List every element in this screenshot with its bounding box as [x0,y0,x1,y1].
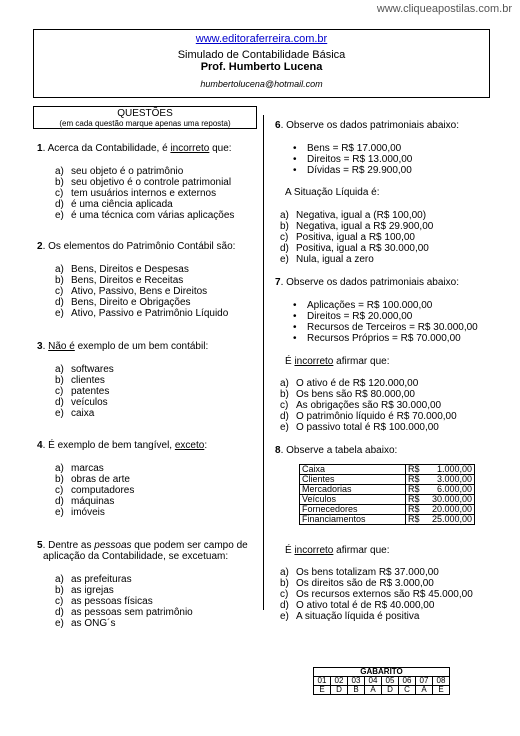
q8-prompt [285,545,390,556]
author-name: Prof. Humberto Lucena [200,61,323,73]
q1-option-a[interactable] [55,166,183,177]
q6-option-d[interactable] [280,243,429,254]
option-letter: c) [280,400,289,411]
option-letter: c) [280,589,289,600]
option-letter: a) [55,463,64,474]
option-letter: d) [55,496,64,507]
q8-option-e[interactable] [280,611,419,622]
option-text: Ativo, Passivo e Patrimônio Líquido [71,308,229,319]
option-text: caixa [71,408,95,419]
question-number: 1 [37,143,43,154]
question-number: 5 [37,540,43,551]
option-letter: d) [55,607,64,618]
option-text: tem usuários internos e externos [71,188,217,199]
question-5-stem [37,540,248,551]
questions-title: QUESTÕES [117,108,173,119]
q7-option-e[interactable] [280,422,439,433]
answer-key-answer: B [348,686,365,695]
table-row [300,465,475,475]
option-text: Os recursos externos são R$ 45.000,00 [296,589,473,600]
option-letter: c) [55,596,64,607]
bullet-text: Aplicações = R$ 100.000,00 [307,300,433,311]
currency: R$ [406,475,429,485]
option-text: seu objetivo é o controle patrimonial [71,177,232,188]
option-text: Positiva, igual a R$ 100,00 [296,232,415,243]
q4-option-e[interactable] [55,507,105,518]
bullet-icon: • [293,154,297,165]
q8-option-b[interactable] [280,578,434,589]
answer-key-number: 03 [348,677,365,686]
amount: 20.000,00 [428,505,475,515]
option-letter: a) [55,364,64,375]
q7-option-d[interactable] [280,411,457,422]
question-6-stem [275,120,459,131]
option-text: O patrimônio líquido é R$ 70.000,00 [296,411,457,422]
currency: R$ [406,465,429,475]
answer-key-answer: C [399,686,416,695]
option-text: Negativa, igual a (R$ 100,00) [296,210,427,221]
question-3-stem [37,341,208,352]
answer-key-numbers-row [314,677,450,686]
question-number: 7 [275,277,281,288]
amount: 25.000,00 [428,515,475,525]
question-number: 6 [275,120,281,131]
option-letter: e) [280,611,289,622]
option-text: as pessoas sem patrimônio [71,607,193,618]
option-text: computadores [71,485,135,496]
amount: 1.000,00 [428,465,475,475]
answer-key-number: 02 [331,677,348,686]
table-row [300,515,475,525]
q1-option-e[interactable] [55,210,234,221]
table-row [300,485,475,495]
prompt-emphasis: incorreto [294,356,334,367]
stem-text: . Observe os dados patrimoniais abaixo: [280,120,459,131]
site-watermark-text: www.cliqueapostilas.com.br [376,3,512,15]
table-row [300,475,475,485]
answer-key-header-row [314,668,450,677]
currency: R$ [406,495,429,505]
stem-italic: pessoas [94,540,132,551]
answer-key-answers-row [314,686,450,695]
stem-emphasis: exceto [174,440,205,451]
option-text: é uma técnica com várias aplicações [71,210,235,221]
bullet-text: Recursos Próprios = R$ 70.000,00 [307,333,461,344]
answer-key-number: 05 [382,677,399,686]
question-number: 8 [275,445,281,456]
option-letter: e) [55,308,64,319]
q5-option-c[interactable] [55,596,153,607]
q1-option-c[interactable] [55,188,216,199]
option-text: patentes [71,386,110,397]
answer-key-number: 08 [433,677,450,686]
bullet-text: Bens = R$ 17.000,00 [307,143,402,154]
option-letter: c) [55,485,64,496]
option-letter: a) [280,567,289,578]
option-letter: d) [55,297,64,308]
option-letter: a) [55,166,64,177]
account-name: Mercadorias [300,485,406,495]
q6-option-a[interactable] [280,210,426,221]
option-text: O ativo total é de R$ 40.000,00 [296,600,435,611]
q2-option-c[interactable] [55,286,207,297]
questions-box [33,106,257,129]
table-row [300,505,475,515]
bullet-icon: • [293,311,297,322]
option-letter: e) [280,422,289,433]
answer-key-answer: A [365,686,382,695]
question-number: 4 [37,440,43,451]
option-text: Os bens totalizam R$ 37.000,00 [296,567,439,578]
option-letter: c) [280,232,289,243]
option-text: Nula, igual a zero [296,254,374,265]
amount: 6.000,00 [428,485,475,495]
option-letter: c) [55,386,64,397]
option-text: As obrigações são R$ 30.000,00 [296,400,442,411]
q4-option-b[interactable] [55,474,130,485]
option-letter: e) [55,210,64,221]
q6-option-b[interactable] [280,221,433,232]
option-text: seu objeto é o patrimônio [71,166,184,177]
table-row [300,495,475,505]
stem-text: que podem ser campo de [131,540,248,551]
account-name: Fornecedores [300,505,406,515]
option-text: é uma ciência aplicada [71,199,173,210]
stem-text: exemplo de um bem contábil: [74,341,209,352]
option-letter: a) [280,210,289,221]
q7-bullet-item [293,322,478,333]
question-number: 2 [37,241,43,252]
q7-bullet-item [293,333,461,344]
option-letter: e) [55,408,64,419]
stem-emphasis: incorreto [170,143,210,154]
prompt-text: É [285,545,295,556]
author-email: humbertolucena@hotmail.com [200,79,323,89]
prompt-text: afirmar que: [333,356,390,367]
answer-key-number: 07 [416,677,433,686]
q5-option-e[interactable] [55,618,115,629]
answer-key-title: GABARITO [314,668,450,677]
stem-text: . [42,341,49,352]
bullet-icon: • [293,165,297,176]
stem-text: que: [209,143,232,154]
balance-table [299,464,475,525]
stem-text: . Observe os dados patrimoniais abaixo: [280,277,459,288]
option-letter: b) [55,585,64,596]
q1-option-d[interactable] [55,199,173,210]
account-name: Clientes [300,475,406,485]
bullet-icon: • [293,143,297,154]
q8-option-d[interactable] [280,600,434,611]
stem-text: . É exemplo de bem tangível, [42,440,175,451]
option-text: as prefeituras [71,574,132,585]
currency: R$ [406,505,429,515]
currency: R$ [406,485,429,495]
option-letter: d) [280,411,289,422]
q6-bullet-item [293,154,412,165]
amount: 30.000,00 [428,495,475,505]
q8-option-c[interactable] [280,589,473,600]
option-letter: e) [55,618,64,629]
option-letter: b) [280,389,289,400]
q2-option-a[interactable] [55,264,189,275]
stem-text: . Dentre as [42,540,95,551]
prompt-text: É [285,356,295,367]
account-name: Caixa [300,465,406,475]
bullet-icon: • [293,333,297,344]
q2-option-d[interactable] [55,297,191,308]
option-letter: d) [55,199,64,210]
stem-text: . Os elementos do Patrimônio Contábil são: [42,241,236,252]
q2-option-b[interactable] [55,275,183,286]
option-text: Os direitos são de R$ 3.000,00 [296,578,434,589]
bullet-text: Recursos de Terceiros = R$ 30.000,00 [307,322,478,333]
document-title: Simulado de Contabilidade Básica [177,49,346,61]
q3-option-d[interactable] [55,397,108,408]
option-text: marcas [71,463,104,474]
option-letter: d) [280,600,289,611]
questions-instructions: (em cada questão marque apenas uma reposta) [59,119,231,128]
q3-option-c[interactable] [55,386,109,397]
q8-option-a[interactable] [280,567,439,578]
stem-text: : [204,440,208,451]
option-letter: b) [55,275,64,286]
option-letter: b) [280,221,289,232]
q7-bullet-item [293,300,432,311]
option-letter: c) [55,188,64,199]
prompt-emphasis: incorreto [294,545,334,556]
q6-bullet-item [293,143,401,154]
q4-option-d[interactable] [55,496,114,507]
option-text: Bens, Direito e Obrigações [71,297,191,308]
question-4-stem [37,440,207,451]
option-text: Bens, Direitos e Receitas [71,275,184,286]
option-text: veículos [71,397,108,408]
amount: 3.000,00 [428,475,475,485]
bullet-icon: • [293,322,297,333]
option-text: Negativa, igual a R$ 29.900,00 [296,221,434,232]
option-text: máquinas [71,496,115,507]
option-text: O ativo é de R$ 120.000,00 [296,378,419,389]
question-8-stem [275,445,397,456]
option-text: as ONG´s [71,618,116,629]
q5-option-d[interactable] [55,607,193,618]
bullet-icon: • [293,300,297,311]
option-text: Bens, Direitos e Despesas [71,264,189,275]
answer-key-answer: D [331,686,348,695]
q3-option-a[interactable] [55,364,114,375]
question-1-stem [37,143,232,154]
option-letter: e) [55,507,64,518]
option-text: A situação líquida é positiva [296,611,420,622]
currency: R$ [406,515,429,525]
q7-option-b[interactable] [280,389,415,400]
q7-prompt [285,356,390,367]
answer-key-answer: A [416,686,433,695]
q4-option-a[interactable] [55,463,104,474]
answer-key-number: 06 [399,677,416,686]
option-text: Os bens são R$ 80.000,00 [296,389,415,400]
answer-key-answer: E [433,686,450,695]
option-letter: a) [55,574,64,585]
option-text: O passivo total é R$ 100.000,00 [296,422,439,433]
q6-bullet-item [293,165,412,176]
option-text: as igrejas [71,585,114,596]
q7-bullet-item [293,311,412,322]
answer-key-number: 04 [365,677,382,686]
q2-option-e[interactable] [55,308,228,319]
option-letter: e) [280,254,289,265]
stem-text: . Acerca da Contabilidade, é [42,143,171,154]
bullet-text: Dívidas = R$ 29.900,00 [307,165,412,176]
q6-option-e[interactable] [280,254,374,265]
answer-key-answer: D [382,686,399,695]
stem-emphasis: Não é [48,341,75,352]
account-name: Veículos [300,495,406,505]
question-number: 3 [37,341,43,352]
q6-option-c[interactable] [280,232,415,243]
option-letter: b) [55,474,64,485]
question-7-stem [275,277,459,288]
q5-option-b[interactable] [55,585,114,596]
option-text: as pessoas físicas [71,596,153,607]
option-text: imóveis [71,507,105,518]
bullet-text: Direitos = R$ 20.000,00 [307,311,413,322]
bullet-text: Direitos = R$ 13.000,00 [307,154,413,165]
stem-text: . Observe a tabela abaixo: [280,445,398,456]
prompt-text: afirmar que: [333,545,390,556]
account-name: Financiamentos [300,515,406,525]
option-text: Ativo, Passivo, Bens e Direitos [71,286,208,297]
publisher-link[interactable]: www.editoraferreira.com.br [195,33,328,45]
option-letter: b) [280,578,289,589]
header-box [33,29,490,98]
option-letter: d) [55,397,64,408]
q5-option-a[interactable] [55,574,132,585]
option-letter: b) [55,375,64,386]
option-letter: a) [55,264,64,275]
q3-option-b[interactable] [55,375,105,386]
q3-option-e[interactable] [55,408,94,419]
option-letter: c) [55,286,64,297]
question-2-stem [37,241,235,252]
q1-option-b[interactable] [55,177,231,188]
option-text: clientes [71,375,105,386]
q7-option-c[interactable] [280,400,441,411]
option-text: Positiva, igual a R$ 30.000,00 [296,243,429,254]
answer-key-answer: E [314,686,331,695]
question-5-stem-line2: aplicação da Contabilidade, se excetuam: [43,551,229,562]
option-letter: a) [280,378,289,389]
option-text: obras de arte [71,474,130,485]
answer-key-table [313,667,450,695]
column-divider [263,115,264,610]
q4-option-c[interactable] [55,485,134,496]
option-text: softwares [71,364,114,375]
answer-key-number: 01 [314,677,331,686]
q6-prompt: A Situação Líquida é: [285,187,380,198]
option-letter: b) [55,177,64,188]
option-letter: d) [280,243,289,254]
q7-option-a[interactable] [280,378,418,389]
